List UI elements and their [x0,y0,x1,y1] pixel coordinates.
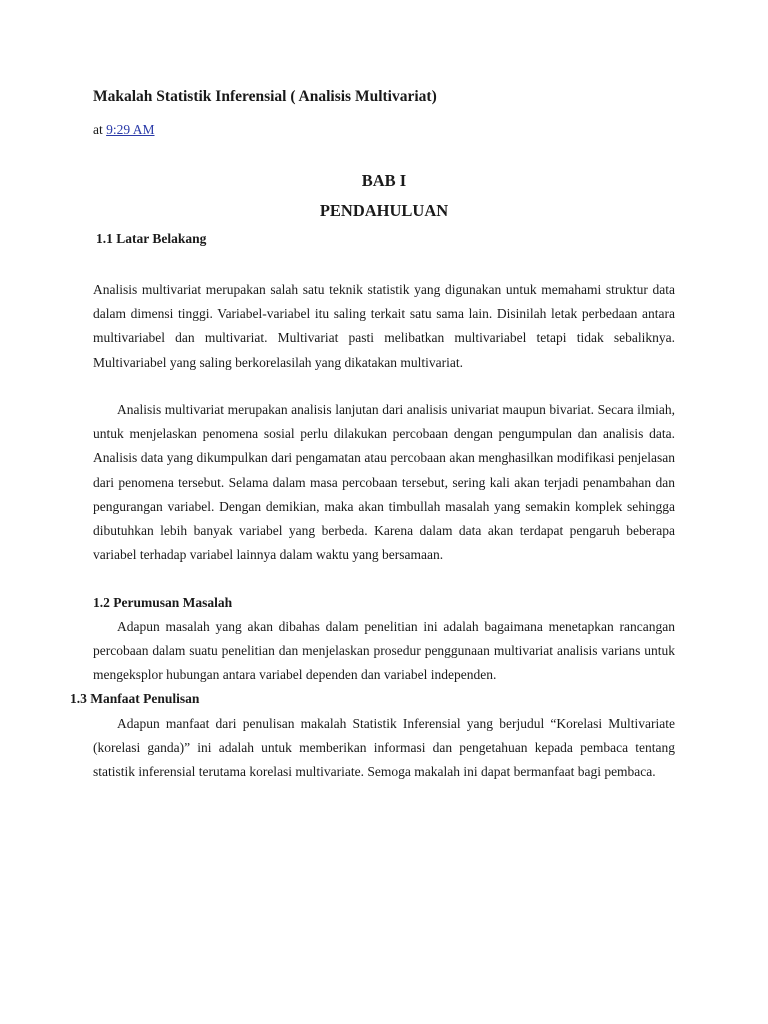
paragraph-latar-belakang-1: Analisis multivariat merupakan salah satu teknik statistik yang digunakan untuk memahami struktur data dalam dimensi tinggi. Variabel-variabel itu saling terkait satu sama lain. Disinilah letak perbedaan antara multivariabel dan multivariat. Multivariat pasti melibatkan multivariabel tetapi tidak sebaliknya. Multivariabel yang saling berkorelasilah yang dikatakan multivariat. [93,282,675,370]
paragraph-perumusan-masalah: Adapun masalah yang akan dibahas dalam penelitian ini adalah bagaimana menetapkan rancangan percobaan dalam suatu penelitian dan menjelaskan prosedur penggunaan multivariat analisis varians untuk mengeksplor hubungan antara variabel dependen dan variabel independen. [93,619,675,683]
section-heading-latar-belakang: 1.1 Latar Belakang [96,231,207,246]
timestamp-link[interactable]: 9:29 AM [106,122,155,137]
paragraph-manfaat-penulisan: Adapun manfaat dari penulisan makalah Statistik Inferensial yang berjudul “Korelasi Multivariate (korelasi ganda)” ini adalah untuk memberikan informasi dan pengetahuan kepada pembaca tentang statistik inferensial terutama korelasi multivariate. Semoga makalah ini dapat bermanfaat bagi pembaca. [93,716,675,780]
at-label: at [93,122,103,137]
paragraph-latar-belakang-2: Analisis multivariat merupakan analisis lanjutan dari analisis univariat maupun bivariat. Secara ilmiah, untuk menjelaskan penomena sosial perlu dilakukan percobaan dengan pengumpulan dan analisis data. Analisis data yang dikumpulkan dari pengamatan atau percobaan akan menghasilkan modifikasi penjelasan dari penomena tersebut. Selama dalam masa percobaan tersebut, sering kali akan terjadi penambahan dan pengurangan variabel. Dengan demikian, maka akan timbullah masalah yang semakin komplek sehingga dibutuhkan lebih banyak variabel yang berbeda. Karena dalam data akan terdapat pengaruh beberapa variabel terhadap variabel lainnya dalam waktu yang bersamaan. [93,402,675,563]
post-meta [93,122,155,138]
chapter-number: BAB I [361,171,407,190]
chapter-title: PENDAHULUAN [319,201,449,220]
section-heading-manfaat-penulisan: 1.3 Manfaat Penulisan [70,691,200,706]
post-title: Makalah Statistik Inferensial ( Analisis Multivariat) [93,88,437,105]
section-heading-perumusan-masalah: 1.2 Perumusan Masalah [93,595,233,610]
